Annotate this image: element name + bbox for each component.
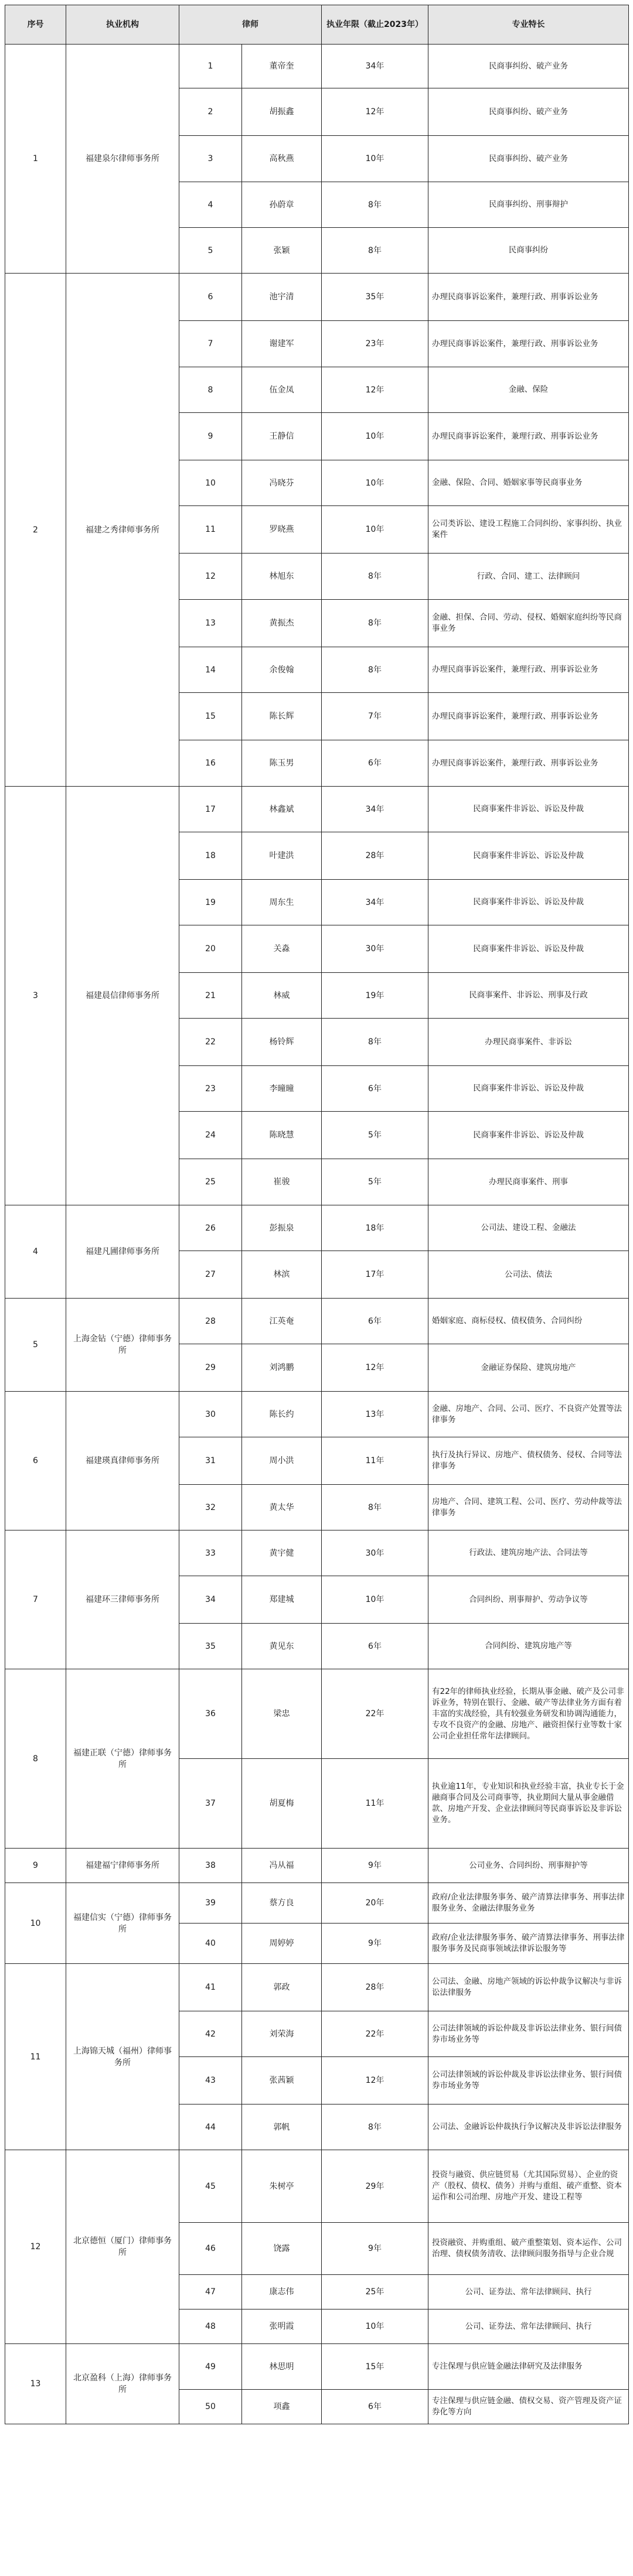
lawyer-years: 6年 [322,1624,428,1669]
lawyer-specialty: 金融、保险、合同、婚姻家事等民商事业务 [428,460,629,506]
lawyer-specialty: 投资融资、并购重组、破产重整策划、资本运作、公司治理、债权债务清收、法律顾问服务指导与企业合规 [428,2223,629,2275]
lawyer-years: 12年 [322,88,428,136]
lawyer-specialty: 办理民商事诉讼案件，兼理行政、刑事诉讼业务 [428,413,629,460]
table-row [5,2344,629,2390]
lawyer-specialty: 执行及执行异议、房地产、债权债务、侵权、合同等法律事务 [428,1437,629,1485]
lawyer-specialty: 公司法、金融诉讼仲裁执行争议解决及非诉讼法律服务 [428,2104,629,2150]
lawyer-name: 池宇清 [242,274,322,321]
lawyer-name: 林鑫斌 [242,787,322,832]
lawyer-specialty: 合同纠纷、建筑房地产等 [428,1624,629,1669]
lawyer-name: 林思明 [242,2344,322,2390]
firm-index: 7 [5,1530,66,1669]
lawyer-specialty: 民商事纠纷 [428,228,629,274]
firm-index: 6 [5,1392,66,1530]
lawyer-name: 彭振泉 [242,1205,322,1251]
lawyer-table [5,5,629,2424]
firm-name: 上海锦天城（福州）律师事务所 [66,1964,179,2150]
lawyer-name: 林滨 [242,1251,322,1299]
lawyer-index: 19 [179,880,242,925]
lawyer-years: 6年 [322,1066,428,1112]
lawyer-specialty: 民商事案件非诉讼、诉讼及仲裁 [428,787,629,832]
lawyer-index: 14 [179,647,242,693]
lawyer-years: 11年 [322,1437,428,1485]
lawyer-specialty: 公司法律领域的诉讼仲裁及非诉讼法律业务、银行间债券市场业务等 [428,2057,629,2104]
lawyer-name: 黄宇健 [242,1530,322,1576]
lawyer-index: 50 [179,2390,242,2424]
lawyer-years: 5年 [322,1112,428,1159]
lawyer-years: 10年 [322,136,428,182]
lawyer-name: 冯从福 [242,1849,322,1883]
lawyer-specialty: 公司类诉讼、建设工程施工合同纠纷、家事纠纷、执业案件 [428,506,629,554]
lawyer-years: 22年 [322,1669,428,1759]
lawyer-specialty: 行政法、建筑房地产法、合同法等 [428,1530,629,1576]
lawyer-years: 28年 [322,832,428,880]
lawyer-name: 张颖 [242,228,322,274]
firm-index: 8 [5,1669,66,1849]
firm-name: 福建环三律师事务所 [66,1530,179,1669]
lawyer-index: 24 [179,1112,242,1159]
firm-index: 10 [5,1883,66,1964]
table-row [5,1530,629,1576]
lawyer-index: 21 [179,973,242,1019]
lawyer-specialty: 公司、证券法、常年法律顾问、执行 [428,2309,629,2344]
lawyer-index: 15 [179,693,242,740]
lawyer-index: 12 [179,554,242,600]
lawyer-specialty: 办理民商事案件、刑事 [428,1159,629,1205]
firm-index: 1 [5,45,66,274]
lawyer-specialty: 民商事案件、非诉讼、刑事及行政 [428,973,629,1019]
firm-name: 福建凡圃律师事务所 [66,1205,179,1299]
lawyer-index: 32 [179,1485,242,1530]
header-index: 序号 [5,5,66,45]
lawyer-index: 35 [179,1624,242,1669]
firm-name: 福建信实（宁德）律师事务所 [66,1883,179,1964]
lawyer-name: 蔡方良 [242,1883,322,1924]
lawyer-name: 董帝奎 [242,45,322,88]
lawyer-specialty: 公司法、建设工程、金融法 [428,1205,629,1251]
lawyer-years: 10年 [322,413,428,460]
lawyer-name: 林威 [242,973,322,1019]
lawyer-index: 18 [179,832,242,880]
lawyer-years: 12年 [322,1344,428,1392]
lawyer-specialty: 民商事案件非诉讼、诉讼及仲裁 [428,880,629,925]
lawyer-name: 郭帆 [242,2104,322,2150]
lawyer-specialty: 公司法、债法 [428,1251,629,1299]
table-row [5,1669,629,1759]
lawyer-years: 25年 [322,2275,428,2309]
firm-name: 北京盈科（上海）律师事务所 [66,2344,179,2424]
lawyer-index: 23 [179,1066,242,1112]
lawyer-name: 杨铃辉 [242,1019,322,1066]
lawyer-name: 黄见东 [242,1624,322,1669]
firm-name: 福建福宁律师事务所 [66,1849,179,1883]
lawyer-years: 18年 [322,1205,428,1251]
table-row [5,45,629,88]
lawyer-index: 4 [179,182,242,228]
lawyer-index: 38 [179,1849,242,1883]
lawyer-years: 15年 [322,2344,428,2390]
table-row [5,1299,629,1344]
lawyer-name: 陈晓慧 [242,1112,322,1159]
lawyer-years: 30年 [322,925,428,973]
lawyer-specialty: 民商事纠纷、破产业务 [428,45,629,88]
lawyer-index: 7 [179,321,242,367]
lawyer-name: 林旭东 [242,554,322,600]
lawyer-years: 34年 [322,880,428,925]
lawyer-index: 36 [179,1669,242,1759]
lawyer-index: 11 [179,506,242,554]
lawyer-name: 余俊翰 [242,647,322,693]
lawyer-index: 10 [179,460,242,506]
lawyer-name: 黄太华 [242,1485,322,1530]
lawyer-index: 9 [179,413,242,460]
lawyer-specialty: 办理民商事诉讼案件，兼理行政、刑事诉讼业务 [428,693,629,740]
table-row [5,2150,629,2223]
lawyer-years: 22年 [322,2011,428,2057]
lawyer-index: 28 [179,1299,242,1344]
lawyer-years: 11年 [322,1759,428,1849]
lawyer-specialty: 专注保理与供应链金融、债权交易、资产管理及资产证券化等方向 [428,2390,629,2424]
firm-index: 5 [5,1299,66,1392]
lawyer-name: 高秋燕 [242,136,322,182]
lawyer-name: 陈长辉 [242,693,322,740]
lawyer-index: 40 [179,1924,242,1964]
lawyer-index: 29 [179,1344,242,1392]
lawyer-specialty: 政府/企业法律服务事务、破产清算法律事务、刑事法律服务业务、金融法律服务业务 [428,1883,629,1924]
lawyer-name: 朱树亭 [242,2150,322,2223]
lawyer-index: 31 [179,1437,242,1485]
firm-name: 上海金钻（宁德）律师事务所 [66,1299,179,1392]
firm-name: 福建泉尔律师事务所 [66,45,179,274]
lawyer-name: 梁忠 [242,1669,322,1759]
lawyer-name: 伍金凤 [242,367,322,413]
table-row [5,1964,629,2011]
lawyer-index: 34 [179,1576,242,1624]
lawyer-index: 8 [179,367,242,413]
lawyer-years: 10年 [322,2309,428,2344]
table-row [5,787,629,832]
lawyer-name: 关淼 [242,925,322,973]
lawyer-index: 20 [179,925,242,973]
lawyer-index: 17 [179,787,242,832]
lawyer-years: 7年 [322,693,428,740]
lawyer-years: 8年 [322,647,428,693]
lawyer-years: 29年 [322,2150,428,2223]
lawyer-index: 16 [179,740,242,787]
lawyer-index: 22 [179,1019,242,1066]
lawyer-specialty: 办理民商事诉讼案件，兼理行政、刑事诉讼业务 [428,321,629,367]
firm-name: 福建之秀律师事务所 [66,274,179,787]
lawyer-name: 叶建洪 [242,832,322,880]
lawyer-name: 饶露 [242,2223,322,2275]
lawyer-specialty: 民商事案件非诉讼、诉讼及仲裁 [428,832,629,880]
lawyer-specialty: 民商事纠纷、刑事辩护 [428,182,629,228]
lawyer-specialty: 执业逾11年，专业知识和执业经验丰富，执业专长于金融商事合同及公司商事等，执业期间大量从事金融借款、房地产开发、企业法律顾问等民商事诉讼及非诉讼业务。 [428,1759,629,1849]
lawyer-index: 43 [179,2057,242,2104]
firm-index: 13 [5,2344,66,2424]
lawyer-specialty: 公司法律领域的诉讼仲裁及非诉讼法律业务、银行间债券市场业务等 [428,2011,629,2057]
firm-name: 福建正联（宁德）律师事务所 [66,1669,179,1849]
lawyer-index: 5 [179,228,242,274]
lawyer-name: 李曈曈 [242,1066,322,1112]
lawyer-specialty: 投资与融资、供应链贸易（尤其国际贸易）、企业的资产（股权、债权、债务）并购与重组、破产重整、资本运作和公司治理、房地产开发、建设工程等 [428,2150,629,2223]
lawyer-years: 9年 [322,1849,428,1883]
lawyer-name: 王静信 [242,413,322,460]
firm-index: 12 [5,2150,66,2344]
lawyer-name: 张明霞 [242,2309,322,2344]
lawyer-years: 8年 [322,228,428,274]
table-row [5,274,629,321]
lawyer-specialty: 办理民商事诉讼案件，兼理行政、刑事诉讼业务 [428,274,629,321]
firm-name: 北京德恒（厦门）律师事务所 [66,2150,179,2344]
lawyer-name: 孙蔚章 [242,182,322,228]
lawyer-name: 陈长约 [242,1392,322,1437]
lawyer-name: 项鑫 [242,2390,322,2424]
lawyer-specialty: 民商事纠纷、破产业务 [428,136,629,182]
lawyer-index: 46 [179,2223,242,2275]
firm-name: 福建瑛真律师事务所 [66,1392,179,1530]
lawyer-years: 34年 [322,787,428,832]
lawyer-index: 45 [179,2150,242,2223]
lawyer-years: 10年 [322,1576,428,1624]
lawyer-index: 49 [179,2344,242,2390]
lawyer-years: 17年 [322,1251,428,1299]
lawyer-name: 张茜颖 [242,2057,322,2104]
lawyer-index: 27 [179,1251,242,1299]
lawyer-years: 10年 [322,506,428,554]
header-lawyer: 律师 [179,5,322,45]
lawyer-index: 39 [179,1883,242,1924]
lawyer-name: 罗晓燕 [242,506,322,554]
lawyer-index: 47 [179,2275,242,2309]
lawyer-name: 胡振鑫 [242,88,322,136]
header-row [5,5,629,45]
lawyer-years: 6年 [322,2390,428,2424]
header-firm: 执业机构 [66,5,179,45]
lawyer-name: 黄振杰 [242,600,322,647]
table-row [5,1849,629,1883]
lawyer-specialty: 合同纠纷、刑事辩护、劳动争议等 [428,1576,629,1624]
firm-index: 11 [5,1964,66,2150]
lawyer-years: 8年 [322,554,428,600]
lawyer-specialty: 办理民商事案件、非诉讼 [428,1019,629,1066]
lawyer-years: 9年 [322,2223,428,2275]
firm-name: 福建晨信律师事务所 [66,787,179,1205]
lawyer-index: 3 [179,136,242,182]
lawyer-index: 41 [179,1964,242,2011]
lawyer-index: 30 [179,1392,242,1437]
lawyer-specialty: 房地产、合同、建筑工程、公司、医疗、劳动仲裁等法律事务 [428,1485,629,1530]
lawyer-years: 8年 [322,1019,428,1066]
lawyer-years: 23年 [322,321,428,367]
lawyer-index: 44 [179,2104,242,2150]
header-years: 执业年限（截止2023年） [322,5,428,45]
lawyer-years: 12年 [322,2057,428,2104]
lawyer-specialty: 民商事案件非诉讼、诉讼及仲裁 [428,925,629,973]
firm-index: 4 [5,1205,66,1299]
lawyer-years: 35年 [322,274,428,321]
table-row [5,1392,629,1437]
lawyer-years: 13年 [322,1392,428,1437]
lawyer-specialty: 办理民商事诉讼案件，兼理行政、刑事诉讼业务 [428,647,629,693]
firm-index: 9 [5,1849,66,1883]
lawyer-name: 周婷婷 [242,1924,322,1964]
lawyer-specialty: 民商事纠纷、破产业务 [428,88,629,136]
lawyer-name: 郭政 [242,1964,322,2011]
lawyer-index: 6 [179,274,242,321]
lawyer-name: 江英奄 [242,1299,322,1344]
lawyer-specialty: 公司法、金融、房地产领域的诉讼仲裁争议解决与非诉讼法律服务 [428,1964,629,2011]
lawyer-years: 8年 [322,600,428,647]
lawyer-specialty: 行政、合同、建工、法律顾问 [428,554,629,600]
lawyer-years: 6年 [322,740,428,787]
lawyer-index: 26 [179,1205,242,1251]
lawyer-specialty: 公司、证券法、常年法律顾问、执行 [428,2275,629,2309]
lawyer-name: 谢建军 [242,321,322,367]
lawyer-name: 刘鸿鹏 [242,1344,322,1392]
lawyer-years: 28年 [322,1964,428,2011]
lawyer-name: 周东生 [242,880,322,925]
lawyer-years: 5年 [322,1159,428,1205]
lawyer-specialty: 金融证券保险、建筑房地产 [428,1344,629,1392]
lawyer-index: 48 [179,2309,242,2344]
lawyer-specialty: 专注保理与供应链金融法律研究及法律服务 [428,2344,629,2390]
lawyer-name: 冯晓芬 [242,460,322,506]
lawyer-index: 2 [179,88,242,136]
lawyer-name: 郑建城 [242,1576,322,1624]
lawyer-specialty: 办理民商事诉讼案件，兼理行政、刑事诉讼业务 [428,740,629,787]
lawyer-specialty: 金融、房地产、合同、公司、医疗、不良资产处置等法律事务 [428,1392,629,1437]
lawyer-years: 9年 [322,1924,428,1964]
lawyer-specialty: 政府/企业法律服务事务、破产清算法律事务、刑事法律服务事务及民商事领域法律诉讼服务等 [428,1924,629,1964]
table-row [5,1205,629,1251]
lawyer-name: 周小洪 [242,1437,322,1485]
lawyer-name: 康志伟 [242,2275,322,2309]
lawyer-years: 12年 [322,367,428,413]
lawyer-specialty: 民商事案件非诉讼、诉讼及仲裁 [428,1112,629,1159]
lawyer-index: 1 [179,45,242,88]
lawyer-index: 42 [179,2011,242,2057]
lawyer-index: 13 [179,600,242,647]
lawyer-index: 37 [179,1759,242,1849]
lawyer-name: 崔骏 [242,1159,322,1205]
lawyer-years: 30年 [322,1530,428,1576]
lawyer-index: 25 [179,1159,242,1205]
lawyer-years: 8年 [322,1485,428,1530]
firm-index: 2 [5,274,66,787]
lawyer-years: 10年 [322,460,428,506]
lawyer-years: 20年 [322,1883,428,1924]
lawyer-years: 6年 [322,1299,428,1344]
table-row [5,1883,629,1924]
firm-index: 3 [5,787,66,1205]
lawyer-name: 陈玉男 [242,740,322,787]
lawyer-specialty: 婚姻家庭、商标侵权、债权债务、合同纠纷 [428,1299,629,1344]
lawyer-name: 刘荣海 [242,2011,322,2057]
lawyer-specialty: 公司业务、合同纠纷、刑事辩护等 [428,1849,629,1883]
lawyer-years: 8年 [322,182,428,228]
lawyer-years: 8年 [322,2104,428,2150]
lawyer-years: 34年 [322,45,428,88]
lawyer-years: 19年 [322,973,428,1019]
lawyer-specialty: 金融、担保、合同、劳动、侵权、婚姻家庭纠纷等民商事业务 [428,600,629,647]
lawyer-specialty: 民商事案件非诉讼、诉讼及仲裁 [428,1066,629,1112]
lawyer-index: 33 [179,1530,242,1576]
header-specialty: 专业特长 [428,5,629,45]
lawyer-name: 胡夏梅 [242,1759,322,1849]
lawyer-specialty: 有22年的律师执业经验，长期从事金融、破产及公司非诉业务，特别在银行、金融、破产等法律业务方面有着丰富的实战经验，具有较强业务研发和协调沟通能力，专攻不良资产的金融、房地产、融资担保行业等数十家公司企业担任常年法律顾问。 [428,1669,629,1759]
table-body [5,45,629,2424]
lawyer-specialty: 金融、保险 [428,367,629,413]
